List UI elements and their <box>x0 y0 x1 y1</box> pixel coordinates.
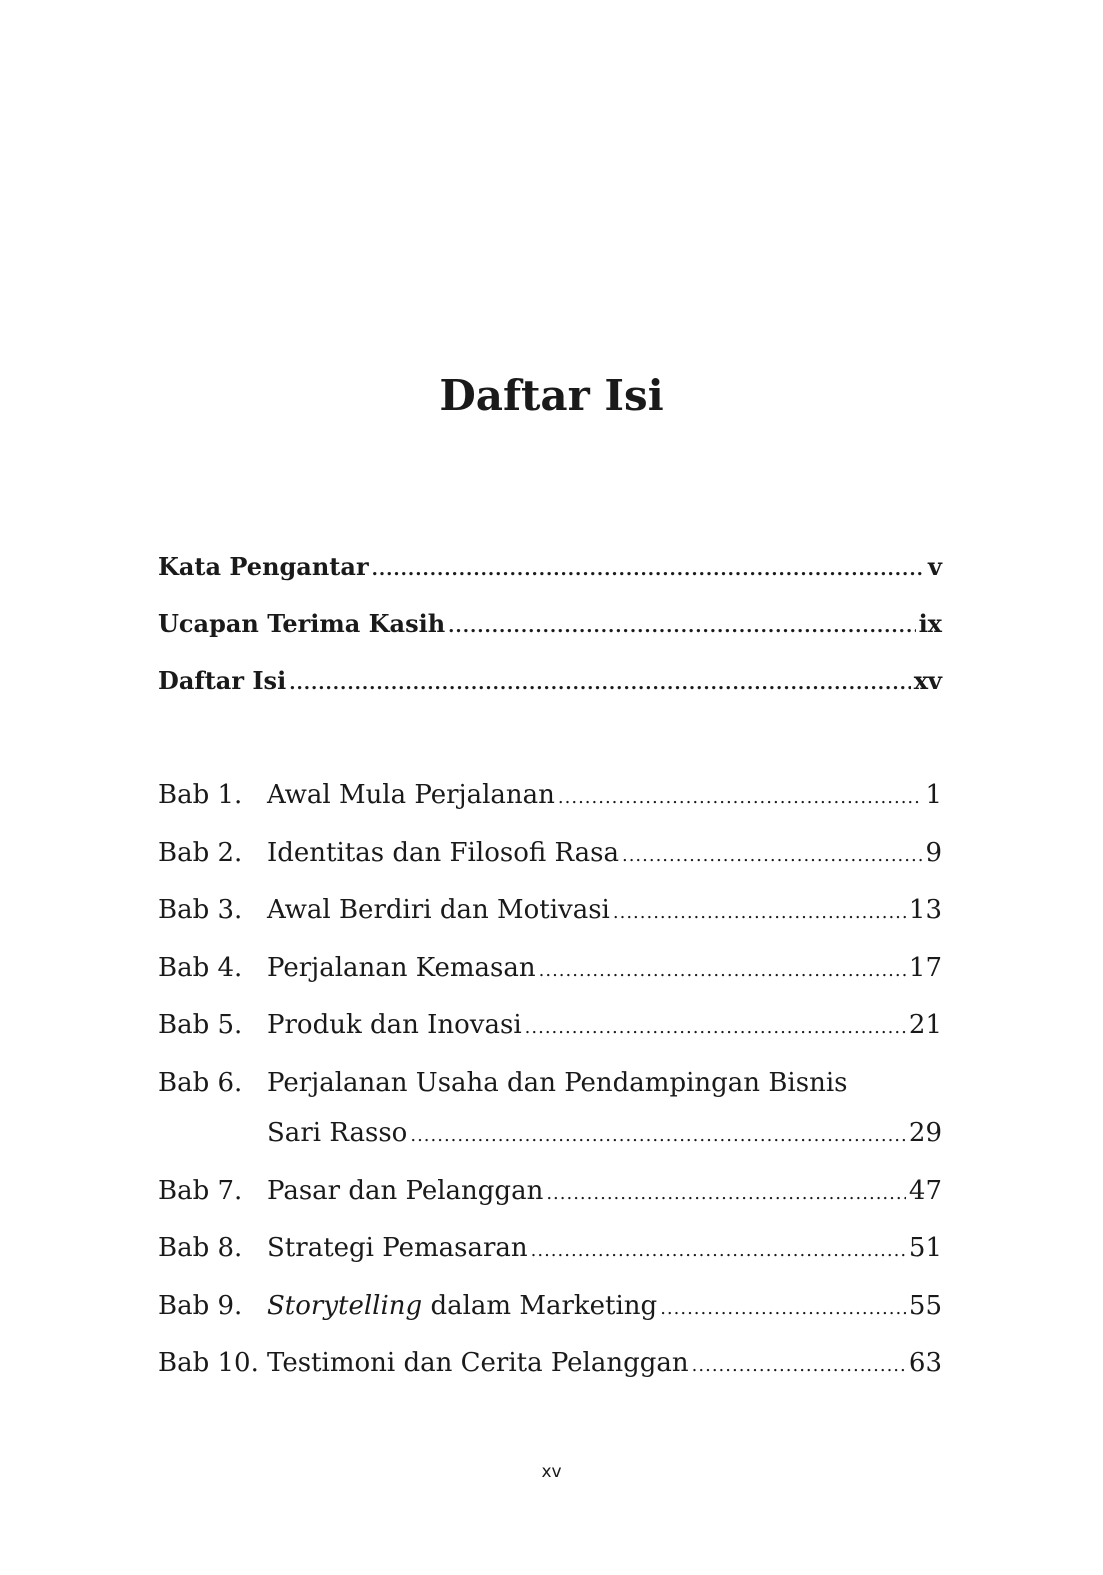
entry-label: Ucapan Terima Kasih <box>158 609 446 638</box>
toc-entry[interactable] <box>158 609 942 666</box>
dot-leader <box>372 559 925 580</box>
chapter-title: Identitas dan Filosofi Rasa <box>267 837 619 868</box>
chapter-number: Bab 1. <box>158 780 243 810</box>
chapter-title: Strategi Pemasaran <box>267 1233 528 1263</box>
chapter-entry[interactable] <box>158 1291 942 1349</box>
entry-label: Kata Pengantar <box>158 552 369 581</box>
chapter-page: 47 <box>908 1175 942 1206</box>
chapter-title-block <box>267 1068 942 1176</box>
entry-page: v <box>928 552 942 581</box>
chapter-number: Bab 6. <box>158 1067 243 1098</box>
dot-leader <box>622 845 922 866</box>
chapter-entry[interactable] <box>158 780 942 838</box>
chapter-entry[interactable] <box>158 953 942 1011</box>
chapter-title: Produk dan Inovasi <box>267 1010 522 1040</box>
chapter-entry[interactable] <box>158 1010 942 1068</box>
page-number: xv <box>541 1462 562 1482</box>
chapter-page: 63 <box>908 1348 942 1378</box>
chapter-title: Awal Mula Perjalanan <box>267 780 555 810</box>
chapter-page: 9 <box>925 837 942 868</box>
dot-leader <box>448 616 915 637</box>
dot-leader <box>613 902 906 923</box>
chapter-number: Bab 9. <box>158 1290 243 1321</box>
entry-page: ix <box>918 609 942 638</box>
chapter-page: 13 <box>908 895 942 925</box>
chapter-number: Bab 2. <box>158 837 243 868</box>
dot-leader <box>692 1355 906 1376</box>
chapter-title: Awal Berdiri dan Motivasi <box>267 895 610 925</box>
chapter-title: Pasar dan Pelanggan <box>267 1175 544 1206</box>
chapter-page: 29 <box>908 1117 942 1148</box>
dot-leader <box>531 1240 906 1261</box>
chapter-title: Perjalanan Kemasan <box>267 952 536 983</box>
front-matter-list <box>158 552 942 723</box>
chapter-number: Bab 4. <box>158 952 243 983</box>
chapter-entry[interactable] <box>158 1233 942 1291</box>
chapter-title-rest: dalam Marketing <box>422 1290 658 1321</box>
chapter-title-emphasis: Storytelling <box>267 1290 423 1321</box>
dot-leader <box>558 787 923 808</box>
chapter-number: Bab 10. <box>158 1348 259 1378</box>
chapter-list <box>158 780 942 1406</box>
chapter-title: Testimoni dan Cerita Pelanggan <box>267 1348 689 1378</box>
chapter-number: Bab 8. <box>158 1233 243 1263</box>
entry-page: xv <box>913 666 942 695</box>
chapter-page: 1 <box>925 780 942 810</box>
dot-leader <box>410 1125 906 1146</box>
chapter-page: 21 <box>908 1010 942 1040</box>
entry-label: Daftar Isi <box>158 666 287 695</box>
chapter-title <box>267 1291 657 1321</box>
chapter-number: Bab 3. <box>158 895 243 925</box>
chapter-entry[interactable] <box>158 1176 942 1234</box>
chapter-entry[interactable] <box>158 1068 942 1176</box>
dot-leader <box>289 673 911 694</box>
chapter-title: Sari Rasso <box>267 1117 408 1148</box>
chapter-page: 17 <box>908 952 942 983</box>
toc-entry[interactable] <box>158 552 942 609</box>
chapter-page: 51 <box>908 1233 942 1263</box>
chapter-entry[interactable] <box>158 1348 942 1406</box>
chapter-title-continuation <box>267 1118 942 1176</box>
chapter-title: Perjalanan Usaha dan Pendampingan Bisnis <box>267 1067 848 1098</box>
toc-entry[interactable] <box>158 666 942 723</box>
chapter-entry[interactable] <box>158 838 942 896</box>
chapter-number: Bab 7. <box>158 1175 243 1206</box>
chapter-number: Bab 5. <box>158 1010 243 1040</box>
dot-leader <box>660 1298 906 1319</box>
dot-leader <box>546 1183 906 1204</box>
chapter-page: 55 <box>908 1290 942 1321</box>
dot-leader <box>525 1017 906 1038</box>
dot-leader <box>539 960 906 981</box>
chapter-entry[interactable] <box>158 895 942 953</box>
page-title: Daftar Isi <box>439 371 664 420</box>
